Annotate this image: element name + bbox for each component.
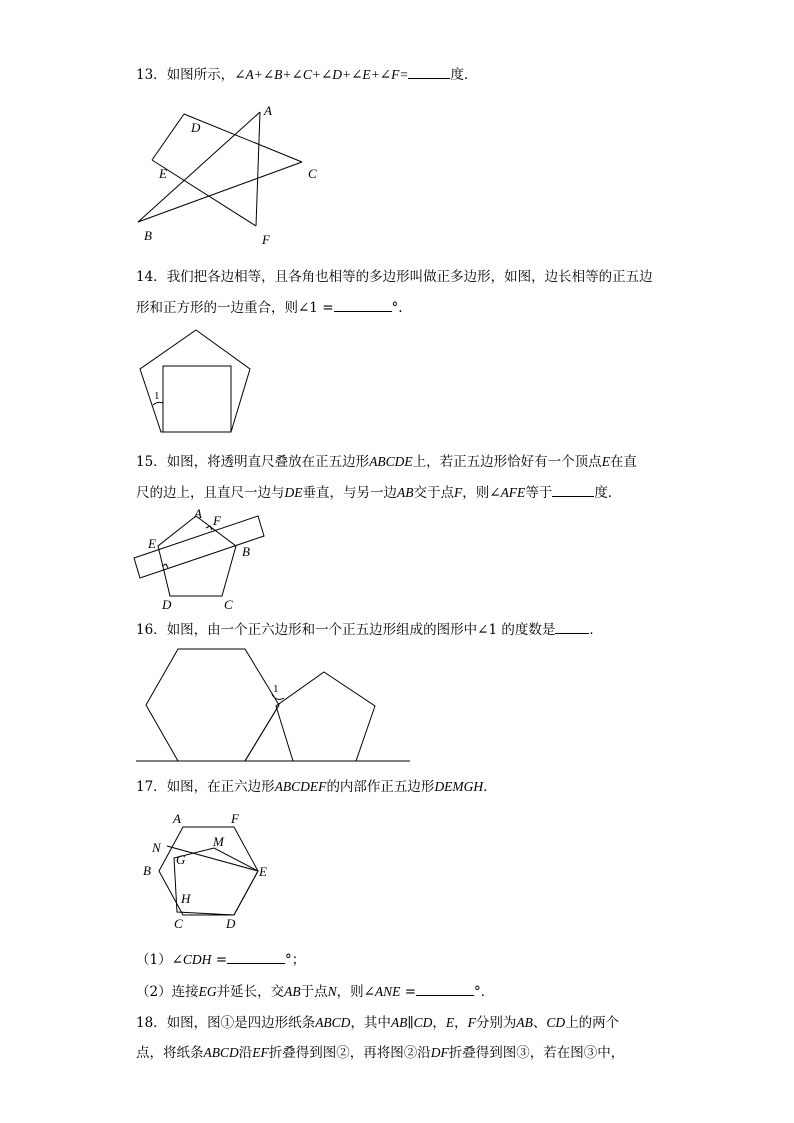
q16-text-a: 如图，由一个正六边形和一个正五边形组成的图形中∠1 的度数是 — [166, 622, 556, 638]
answer-blank[interactable] — [227, 949, 285, 964]
q18-line1-g: ， — [454, 1015, 468, 1031]
q15-line2-i: 等于 — [525, 485, 553, 501]
question-number: 16． — [136, 622, 167, 638]
label-C: C — [224, 597, 233, 612]
question-number: 17． — [136, 779, 167, 795]
question-number: 14． — [136, 269, 167, 285]
angle-1-label: 1 — [273, 683, 279, 695]
label-E: E — [159, 166, 167, 181]
q17-text-c: 的内部作正五边形 — [326, 779, 435, 795]
question-number: 13． — [136, 67, 167, 83]
label-D: D — [191, 120, 201, 135]
q15-line2-f: F — [454, 485, 463, 500]
q15-line2-c: 垂直，与另一边 — [302, 485, 397, 501]
q14-line2-b: °. — [391, 300, 403, 316]
q13-text-a: 如图所示， — [166, 67, 235, 83]
q15-line2-e: 交于点 — [413, 485, 454, 501]
label-C: C — [308, 166, 317, 181]
q14-line2-a: 形和正方形的一边重合，则∠1 = — [136, 300, 334, 316]
regular-hexagon — [159, 827, 258, 915]
label-H: H — [181, 891, 191, 906]
q15-line2-g: ，则∠ — [462, 485, 501, 501]
q17-sub2-a: （2）连接 — [136, 984, 199, 1000]
q18-line1-c: ，其中 — [350, 1015, 391, 1031]
label-G: G — [176, 852, 186, 867]
question-18-line1 — [136, 1013, 619, 1033]
label-B: B — [143, 863, 151, 878]
q17-sub1-b: CDH — [182, 952, 212, 967]
q18-line2-c: 沿 — [238, 1045, 253, 1061]
q17-sub2-f: N — [327, 984, 337, 999]
q17-text-b: ABCDEF — [274, 779, 327, 794]
label-M: M — [213, 834, 224, 849]
q17-text-e: ． — [483, 779, 497, 795]
q18-line1-d: AB∥CD — [390, 1015, 433, 1030]
q15-line1-e: 在直 — [609, 454, 637, 470]
label-B: B — [242, 544, 250, 559]
q18-line2-e: 折叠得到图②，再将图②沿 — [268, 1045, 431, 1061]
q18-line2-d: EF — [252, 1045, 269, 1060]
q15-line2-h: AFE — [500, 485, 526, 500]
q17-sub2-d: AB — [284, 984, 301, 999]
q18-line1-f: E — [445, 1015, 455, 1030]
q17-text-a: 如图，在正六边形 — [166, 779, 275, 795]
label-C: C — [174, 916, 183, 931]
angle-1-label: 1 — [154, 390, 160, 402]
q17-text-d: DEMGH — [434, 779, 484, 794]
q18-line1-b: ABCD — [315, 1015, 351, 1030]
question-17-sub1 — [136, 949, 305, 970]
label-D: D — [162, 597, 172, 612]
q18-line1-k: 、 — [532, 1015, 547, 1031]
q18-line1-e: ， — [432, 1015, 446, 1031]
q18-line2-a: 点，将纸条 — [136, 1045, 204, 1061]
q17-sub2-c: 并延长，交 — [216, 984, 285, 1000]
q18-line2-b: ABCD — [203, 1045, 239, 1060]
q17-sub2-g: ，则∠ — [336, 984, 375, 1000]
q17-sub2-b: EG — [198, 984, 217, 999]
q18-line1-i: 分别为 — [475, 1015, 517, 1031]
q15-line1-c: 上，若正五边形恰好有一个顶点 — [412, 454, 602, 470]
q16-text-b: ． — [589, 622, 603, 638]
q18-line2-f: DF — [430, 1045, 449, 1060]
q17-sub2-j: °． — [474, 984, 495, 1000]
label-E: E — [148, 536, 156, 551]
label-B: B — [144, 228, 152, 243]
label-F: F — [262, 232, 270, 247]
q17-sub1-d: °； — [285, 952, 306, 968]
label-A: A — [264, 103, 272, 118]
q18-line1-l: CD — [546, 1015, 566, 1030]
q15-line2-a: 尺的边上，且直尺一边与 — [136, 485, 285, 501]
q17-sub2-h: ANE — [374, 984, 401, 999]
question-number: 18． — [136, 1015, 167, 1031]
q15-line2-d: AB — [397, 485, 414, 500]
q17-sub1-c: = — [211, 952, 228, 968]
q18-line1-j: AB — [516, 1015, 533, 1030]
question-17-sub2 — [136, 981, 494, 1002]
q17-sub2-i: = — [400, 984, 417, 1000]
label-E: E — [259, 864, 267, 879]
q15-line1-a: 如图，将透明直尺叠放在正五边形 — [166, 454, 370, 470]
q18-line2-g: 折叠得到图③，若在图③中， — [448, 1045, 625, 1061]
q14-line1: 我们把各边相等，且各角也相等的多边形叫做正多边形，如图，边长相等的正五边 — [166, 269, 653, 285]
label-F: F — [213, 513, 221, 528]
question-18-line2 — [136, 1043, 624, 1063]
angle-sum-expression: ∠A+∠B+∠C+∠D+∠E+∠F= — [234, 67, 409, 82]
q15-line2-b: DE — [284, 485, 303, 500]
q15-line1-d: E — [601, 454, 610, 469]
q18-line1-m: 上的两个 — [565, 1015, 620, 1031]
label-F: F — [231, 811, 239, 826]
q15-line1-b: ABCDE — [369, 454, 413, 469]
q17-sub1-a: （1）∠ — [136, 952, 183, 968]
q17-sub2-e: 于点 — [300, 984, 328, 1000]
q18-line1-a: 如图，图①是四边形纸条 — [166, 1015, 316, 1031]
label-A: A — [194, 506, 202, 521]
q13-text-b: 度． — [450, 67, 478, 83]
label-D: D — [226, 916, 236, 931]
answer-blank[interactable] — [416, 981, 474, 996]
label-A: A — [173, 811, 181, 826]
label-N: N — [152, 840, 161, 855]
question-number: 15． — [136, 454, 167, 470]
q18-line1-h: F — [467, 1015, 476, 1030]
q15-line2-j: 度． — [594, 485, 622, 501]
